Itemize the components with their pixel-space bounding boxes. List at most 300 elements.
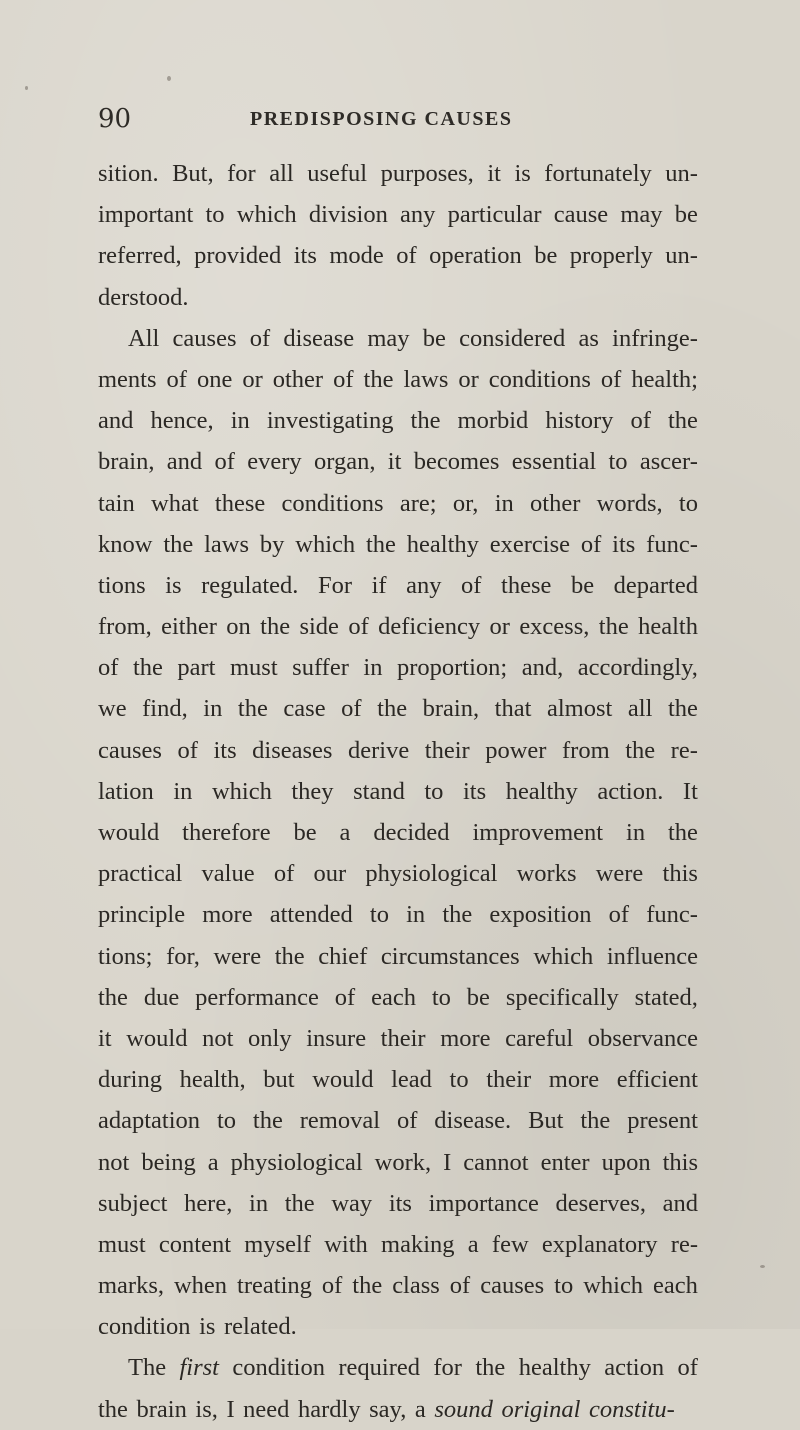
word: other <box>530 489 581 517</box>
word: func- <box>646 901 698 929</box>
word: the <box>363 365 394 393</box>
word: more <box>548 1066 600 1094</box>
word: insure <box>306 1024 367 1052</box>
word: more <box>202 901 253 929</box>
word: of <box>333 365 354 393</box>
word: its <box>462 777 487 805</box>
paper-speck <box>167 76 171 81</box>
word: the <box>252 1107 283 1135</box>
word: in <box>626 819 646 846</box>
word: or, <box>452 489 479 517</box>
word: enter <box>540 1148 590 1176</box>
word: upon <box>601 1148 651 1176</box>
text-line <box>98 1059 698 1100</box>
word: by <box>259 530 285 558</box>
word: diseases <box>252 736 333 764</box>
word: it <box>98 1024 112 1052</box>
paragraph <box>98 153 698 318</box>
word: becomes <box>413 448 500 476</box>
word: the <box>163 530 194 558</box>
word: brain, <box>422 695 480 723</box>
word: a <box>414 1395 426 1423</box>
word: as <box>578 324 599 352</box>
word: practical <box>98 860 183 888</box>
word: sition. <box>98 160 159 187</box>
text-line <box>98 730 698 771</box>
word: of <box>630 407 651 435</box>
word: ascer- <box>639 448 698 476</box>
text-line <box>98 771 698 812</box>
word: any <box>406 571 442 599</box>
word: tain <box>98 489 135 517</box>
word: side <box>299 613 339 641</box>
word: laws <box>204 530 250 558</box>
word: which <box>295 530 356 558</box>
word: each <box>653 1272 698 1300</box>
word: of <box>321 1272 343 1300</box>
word: a <box>467 1230 479 1258</box>
word: for <box>433 1354 462 1382</box>
text-line <box>98 359 698 400</box>
word: value <box>201 860 255 888</box>
word: original <box>501 1395 581 1423</box>
word: ments <box>98 365 157 393</box>
word: and <box>662 1189 698 1217</box>
text-line <box>98 441 698 482</box>
word: each <box>371 983 416 1011</box>
page-header <box>98 104 698 140</box>
word: I <box>226 1395 235 1423</box>
word: infringe- <box>612 324 698 352</box>
word: referred, <box>98 242 182 270</box>
word: cause <box>553 201 609 229</box>
word: need <box>243 1395 290 1423</box>
word: but <box>263 1066 295 1094</box>
word: efficient <box>616 1066 698 1094</box>
word: brain <box>136 1395 187 1423</box>
word: were <box>213 942 262 970</box>
word: to <box>424 777 444 805</box>
word: causes <box>172 324 237 352</box>
word: if <box>371 571 387 599</box>
word: know <box>98 530 153 558</box>
word: the <box>274 942 305 970</box>
word: I <box>443 1148 452 1176</box>
word: improvement <box>472 819 604 846</box>
word: a <box>339 819 351 846</box>
word: these <box>214 489 266 517</box>
word: its <box>293 242 317 270</box>
word: useful <box>307 160 368 187</box>
word: But, <box>172 160 214 187</box>
word: all <box>627 695 653 723</box>
word: func- <box>646 530 698 558</box>
word: were <box>595 860 644 888</box>
word: only <box>248 1024 292 1052</box>
word: be <box>422 324 446 352</box>
word: But <box>528 1107 564 1135</box>
word: of <box>273 860 295 888</box>
word: of <box>396 242 417 270</box>
word: almost <box>546 695 613 723</box>
word: related. <box>224 1313 297 1341</box>
word: considered <box>459 324 566 352</box>
word: morbid <box>457 407 529 435</box>
word: proportion; <box>396 654 508 682</box>
paragraph <box>98 318 698 1348</box>
text-line <box>98 1306 698 1347</box>
word: conditions <box>488 365 591 393</box>
word: chief <box>318 942 368 970</box>
word: exercise <box>489 530 571 558</box>
word: healthy <box>505 777 578 805</box>
word: or <box>458 365 479 393</box>
word: healthy <box>406 530 479 558</box>
word: which <box>583 1272 644 1300</box>
word: more <box>440 1024 491 1052</box>
word: their <box>424 736 470 764</box>
word: in <box>230 407 250 435</box>
word: hence, <box>150 407 214 435</box>
text-line <box>98 1265 698 1306</box>
word: class <box>392 1272 440 1300</box>
text-line <box>98 853 698 894</box>
word: to <box>678 489 698 517</box>
word: careful <box>505 1024 574 1052</box>
word: would <box>126 1024 188 1052</box>
word: of <box>600 365 622 393</box>
word: the <box>410 407 441 435</box>
word: the <box>442 901 473 929</box>
paper-speck <box>25 86 28 90</box>
word: works <box>516 860 577 888</box>
word: not <box>202 1024 234 1052</box>
word: power <box>485 736 547 764</box>
word: lead <box>391 1066 432 1094</box>
word: would <box>98 819 160 846</box>
word: for <box>227 160 256 187</box>
word: of <box>98 654 119 682</box>
word: essential <box>511 448 597 476</box>
word: find, <box>142 695 188 723</box>
word: one <box>196 365 233 393</box>
word: of <box>677 1354 698 1382</box>
word: a <box>207 1148 219 1176</box>
word: the <box>98 1395 128 1423</box>
word: un- <box>665 242 698 270</box>
word: be <box>534 242 558 270</box>
word: deficiency <box>378 613 481 641</box>
word: be <box>466 983 490 1011</box>
word: of <box>249 324 271 352</box>
word: tions <box>98 571 146 599</box>
word: accordingly, <box>577 654 698 682</box>
word: removal <box>299 1107 381 1135</box>
word: provided <box>194 242 282 270</box>
word: disease <box>283 324 355 352</box>
word: present <box>627 1107 698 1135</box>
word: of <box>580 530 602 558</box>
word: the <box>667 407 698 435</box>
word: on <box>226 613 251 641</box>
word: few <box>491 1230 529 1258</box>
word: treating <box>237 1272 312 1300</box>
word: its <box>388 1189 412 1217</box>
word: of <box>461 571 482 599</box>
word: therefore <box>182 819 271 846</box>
paper-speck <box>760 1265 765 1268</box>
word: healthy <box>518 1354 591 1382</box>
word: must <box>230 654 278 682</box>
text-line <box>98 606 698 647</box>
word: health; <box>631 365 698 393</box>
word: are; <box>399 489 437 517</box>
text-line <box>98 977 698 1018</box>
word: be <box>674 201 698 229</box>
word: these <box>501 571 552 599</box>
word: sound <box>434 1395 493 1423</box>
word: this <box>662 860 698 888</box>
body-text <box>98 153 698 1430</box>
word: the <box>132 654 163 682</box>
word: investigating <box>266 407 394 435</box>
word: making <box>381 1230 455 1258</box>
word: in <box>249 1189 269 1217</box>
word: importance <box>428 1189 539 1217</box>
word: may <box>620 201 663 229</box>
word: disease. <box>434 1107 512 1135</box>
word: the <box>237 695 268 723</box>
word: of <box>177 736 198 764</box>
text-line <box>98 235 698 276</box>
word: here, <box>184 1189 233 1217</box>
word: which <box>236 201 297 229</box>
word: constitu- <box>588 1395 675 1423</box>
text-line <box>98 647 698 688</box>
word: derive <box>348 736 410 764</box>
word: our <box>313 860 347 888</box>
word: myself <box>244 1230 311 1258</box>
word: explanatory <box>541 1230 658 1258</box>
word: un- <box>665 160 698 187</box>
word: lation <box>98 777 154 805</box>
word: important <box>98 201 194 229</box>
word: physiological <box>230 1148 363 1176</box>
word: due <box>143 983 180 1011</box>
word: and <box>98 407 134 435</box>
word: purposes, <box>380 160 474 187</box>
text-line <box>98 565 698 606</box>
word: mode <box>329 242 384 270</box>
word: principle <box>98 901 186 929</box>
word: be <box>570 571 595 599</box>
word: the <box>365 530 396 558</box>
word: all <box>269 160 294 187</box>
word: hardly <box>297 1395 361 1423</box>
word: and <box>166 448 203 476</box>
word: must <box>98 1230 146 1258</box>
word: action <box>604 1354 665 1382</box>
word: with <box>324 1230 368 1258</box>
word: causes <box>98 736 162 764</box>
word: is <box>199 1313 216 1341</box>
text-line <box>98 400 698 441</box>
word: either <box>161 613 217 641</box>
word: brain, <box>98 448 155 476</box>
word: which <box>211 777 272 805</box>
word: or <box>489 613 510 641</box>
word: attended <box>269 901 353 929</box>
word: decided <box>373 819 450 846</box>
word: would <box>312 1066 374 1094</box>
word: be <box>293 819 317 846</box>
word: of <box>449 1272 471 1300</box>
text-line <box>98 1389 698 1430</box>
word: the <box>667 695 698 723</box>
word: fortunately <box>544 160 652 187</box>
word: the <box>98 983 128 1011</box>
word: For <box>317 571 353 599</box>
word: to <box>369 901 389 929</box>
word: health, <box>179 1066 246 1094</box>
word: condition <box>232 1354 325 1382</box>
text-line <box>98 1183 698 1224</box>
word: re- <box>670 736 698 764</box>
word: this <box>662 1148 698 1176</box>
word: It <box>682 777 698 805</box>
word: excess, <box>519 613 590 641</box>
word: what <box>151 489 199 517</box>
word: departed <box>613 571 698 599</box>
word: health <box>638 613 698 641</box>
text-line <box>98 318 698 359</box>
word: content <box>158 1230 232 1258</box>
word: of <box>214 448 235 476</box>
word: the <box>625 736 656 764</box>
word: is <box>514 160 531 187</box>
word: conditions <box>281 489 384 517</box>
word: every <box>247 448 302 476</box>
text-line <box>98 936 698 977</box>
word: All <box>128 324 160 352</box>
word: stand <box>353 777 405 805</box>
word: to <box>205 201 225 229</box>
word: regulated. <box>201 571 299 599</box>
word: circumstances <box>380 942 520 970</box>
word: the <box>668 819 698 846</box>
word: to <box>216 1107 237 1135</box>
paragraph <box>98 1347 698 1429</box>
word: part <box>177 654 216 682</box>
word: their <box>486 1066 532 1094</box>
word: condition <box>98 1313 191 1341</box>
word: from <box>562 736 610 764</box>
word: stated, <box>634 983 698 1011</box>
text-line <box>98 277 698 318</box>
text-line <box>98 688 698 729</box>
word: being <box>141 1148 196 1176</box>
word: to <box>431 983 451 1011</box>
word: suffer <box>292 654 349 682</box>
word: action. <box>597 777 664 805</box>
word: in <box>406 901 426 929</box>
word: when <box>173 1272 228 1300</box>
word: observance <box>587 1024 698 1052</box>
text-line <box>98 483 698 524</box>
word: cannot <box>463 1148 529 1176</box>
word: adaptation <box>98 1107 201 1135</box>
word: of <box>348 613 369 641</box>
word: the <box>475 1354 506 1382</box>
word: work, <box>374 1148 432 1176</box>
text-line <box>98 894 698 935</box>
word: division <box>308 201 388 229</box>
word: re- <box>670 1230 698 1258</box>
word: say, <box>369 1395 407 1423</box>
word: marks, <box>98 1272 164 1300</box>
word: properly <box>569 242 653 270</box>
word: words, <box>596 489 663 517</box>
word: and, <box>521 654 564 682</box>
word: its <box>213 736 237 764</box>
word: first <box>179 1354 219 1382</box>
word: performance <box>195 983 319 1011</box>
page-number: 90 <box>98 104 132 134</box>
word: required <box>338 1354 420 1382</box>
word: its <box>612 530 636 558</box>
word: we <box>98 695 127 723</box>
text-line <box>98 1224 698 1265</box>
text-line <box>98 1142 698 1183</box>
word: the <box>284 1189 315 1217</box>
word: history <box>545 407 614 435</box>
text-line <box>98 194 698 235</box>
word: of <box>334 983 356 1011</box>
word: from, <box>98 613 152 641</box>
word: to <box>449 1066 469 1094</box>
word: tions; <box>98 942 153 970</box>
word: of <box>608 901 630 929</box>
word: during <box>98 1066 162 1094</box>
word: exposition <box>489 901 592 929</box>
running-head: PREDISPOSING CAUSES <box>250 108 513 130</box>
word: physiological <box>365 860 498 888</box>
text-line <box>98 1100 698 1141</box>
word: deserves, <box>555 1189 646 1217</box>
word: the <box>377 695 408 723</box>
text-line <box>98 153 698 194</box>
word: to <box>554 1272 574 1300</box>
word: to <box>608 448 628 476</box>
word: derstood. <box>98 283 189 311</box>
word: in <box>173 777 193 805</box>
word: The <box>128 1354 167 1382</box>
word: the <box>260 613 291 641</box>
word: they <box>291 777 334 805</box>
text-line <box>98 524 698 565</box>
text-line <box>98 1018 698 1059</box>
word: that <box>494 695 532 723</box>
word: the <box>352 1272 383 1300</box>
word: case <box>283 695 326 723</box>
word: way <box>331 1189 373 1217</box>
word: in <box>363 654 383 682</box>
word: in <box>494 489 514 517</box>
word: laws <box>403 365 449 393</box>
word: or <box>242 365 263 393</box>
word: of <box>396 1107 418 1135</box>
word: not <box>98 1148 130 1176</box>
